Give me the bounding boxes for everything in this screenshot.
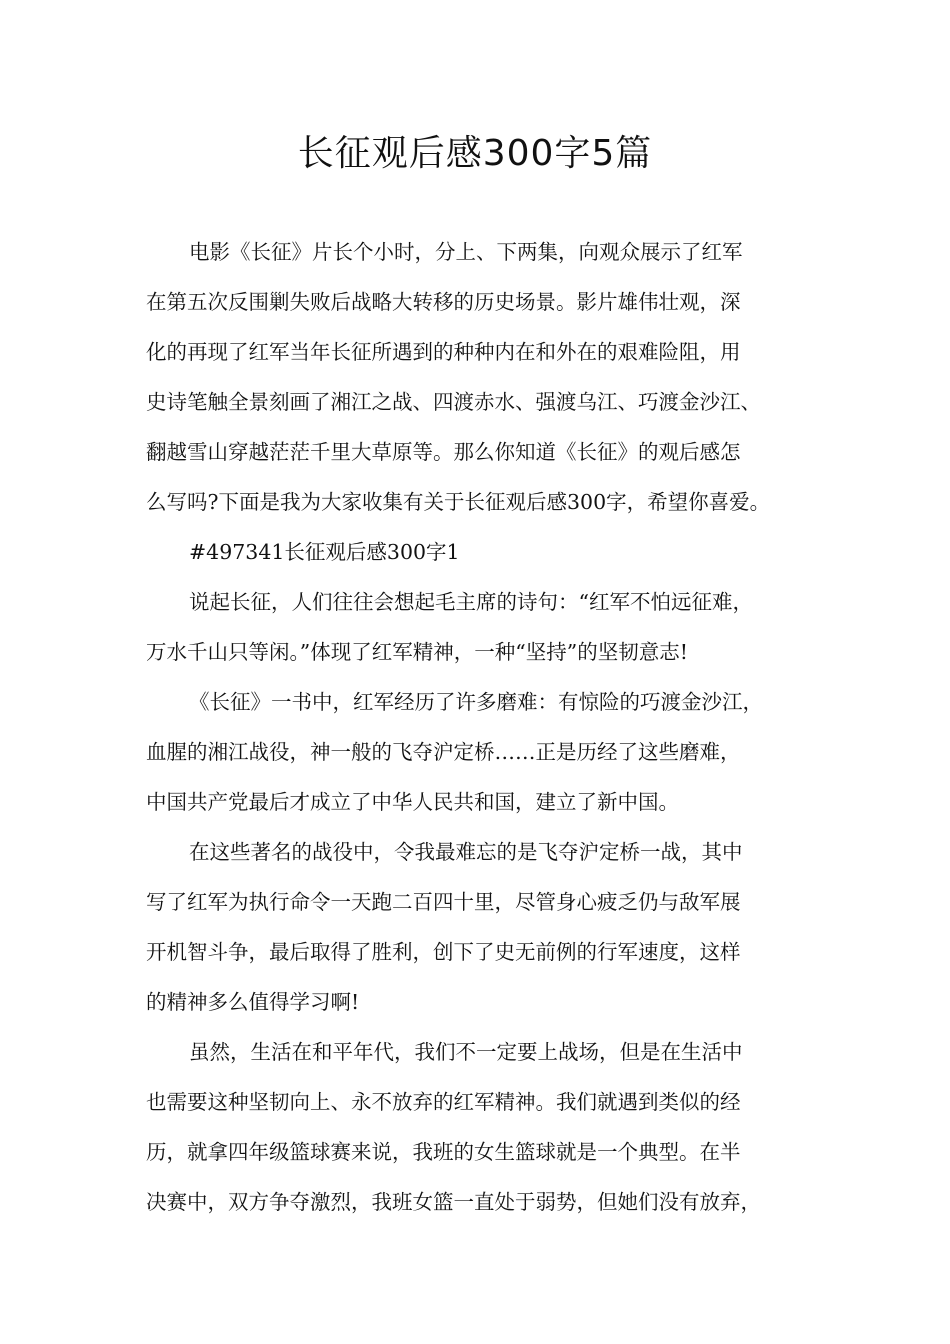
text-line: 决赛中，双方争夺激烈，我班女篮一直处于弱势，但她们没有放弃， (146, 1190, 761, 1214)
text-line: 史诗笔触全景刻画了湘江之战、四渡赤水、强渡乌江、巧渡金沙江、 (146, 390, 761, 414)
paragraph (146, 677, 826, 827)
text-line: 万水千山只等闲。”体现了红军精神，一种“坚持”的坚韧意志! (146, 640, 688, 664)
text-line: 翻越雪山穿越茫茫千里大草原等。那么你知道《长征》的观后感怎 (146, 440, 741, 464)
paragraph (146, 227, 826, 527)
text-line: 的精神多么值得学习啊! (146, 990, 360, 1014)
text-line: 血腥的湘江战役，神一般的飞夺沪定桥……正是历经了这些磨难， (146, 740, 741, 764)
section-heading (146, 527, 826, 577)
text-line: #497341长征观后感300字1 (189, 540, 460, 564)
text-line: 中国共产党最后才成立了中华人民共和国，建立了新中国。 (146, 790, 679, 814)
text-line: 电影《长征》片长个小时，分上、下两集，向观众展示了红军 (189, 240, 743, 264)
document-title: 长征观后感300字5篇 (297, 133, 653, 174)
text-line: 在这些著名的战役中，令我最难忘的是飞夺沪定桥一战，其中 (189, 840, 743, 864)
text-line: 《长征》一书中，红军经历了许多磨难：有惊险的巧渡金沙江， (189, 690, 763, 714)
text-line: 说起长征，人们往往会想起毛主席的诗句：“红军不怕远征难， (189, 590, 753, 614)
text-line: 虽然，生活在和平年代，我们不一定要上战场，但是在生活中 (189, 1040, 743, 1064)
text-line: 化的再现了红军当年长征所遇到的种种内在和外在的艰难险阻，用 (146, 340, 741, 364)
text-line: 也需要这种坚韧向上、永不放弃的红军精神。我们就遇到类似的经 (146, 1090, 741, 1114)
text-line: 写了红军为执行命令一天跑二百四十里，尽管身心疲乏仍与敌军展 (146, 890, 741, 914)
text-line: 开机智斗争，最后取得了胜利，创下了史无前例的行军速度，这样 (146, 940, 741, 964)
document-body (146, 227, 826, 1227)
paragraph (146, 1027, 826, 1227)
paragraph (146, 577, 826, 677)
text-line: 历，就拿四年级篮球赛来说，我班的女生篮球就是一个典型。在半 (146, 1140, 741, 1164)
paragraph (146, 827, 826, 1027)
text-line: 在第五次反围剿失败后战略大转移的历史场景。影片雄伟壮观，深 (146, 290, 741, 314)
text-line: 么写吗?下面是我为大家收集有关于长征观后感300字，希望你喜爱。 (146, 490, 771, 514)
